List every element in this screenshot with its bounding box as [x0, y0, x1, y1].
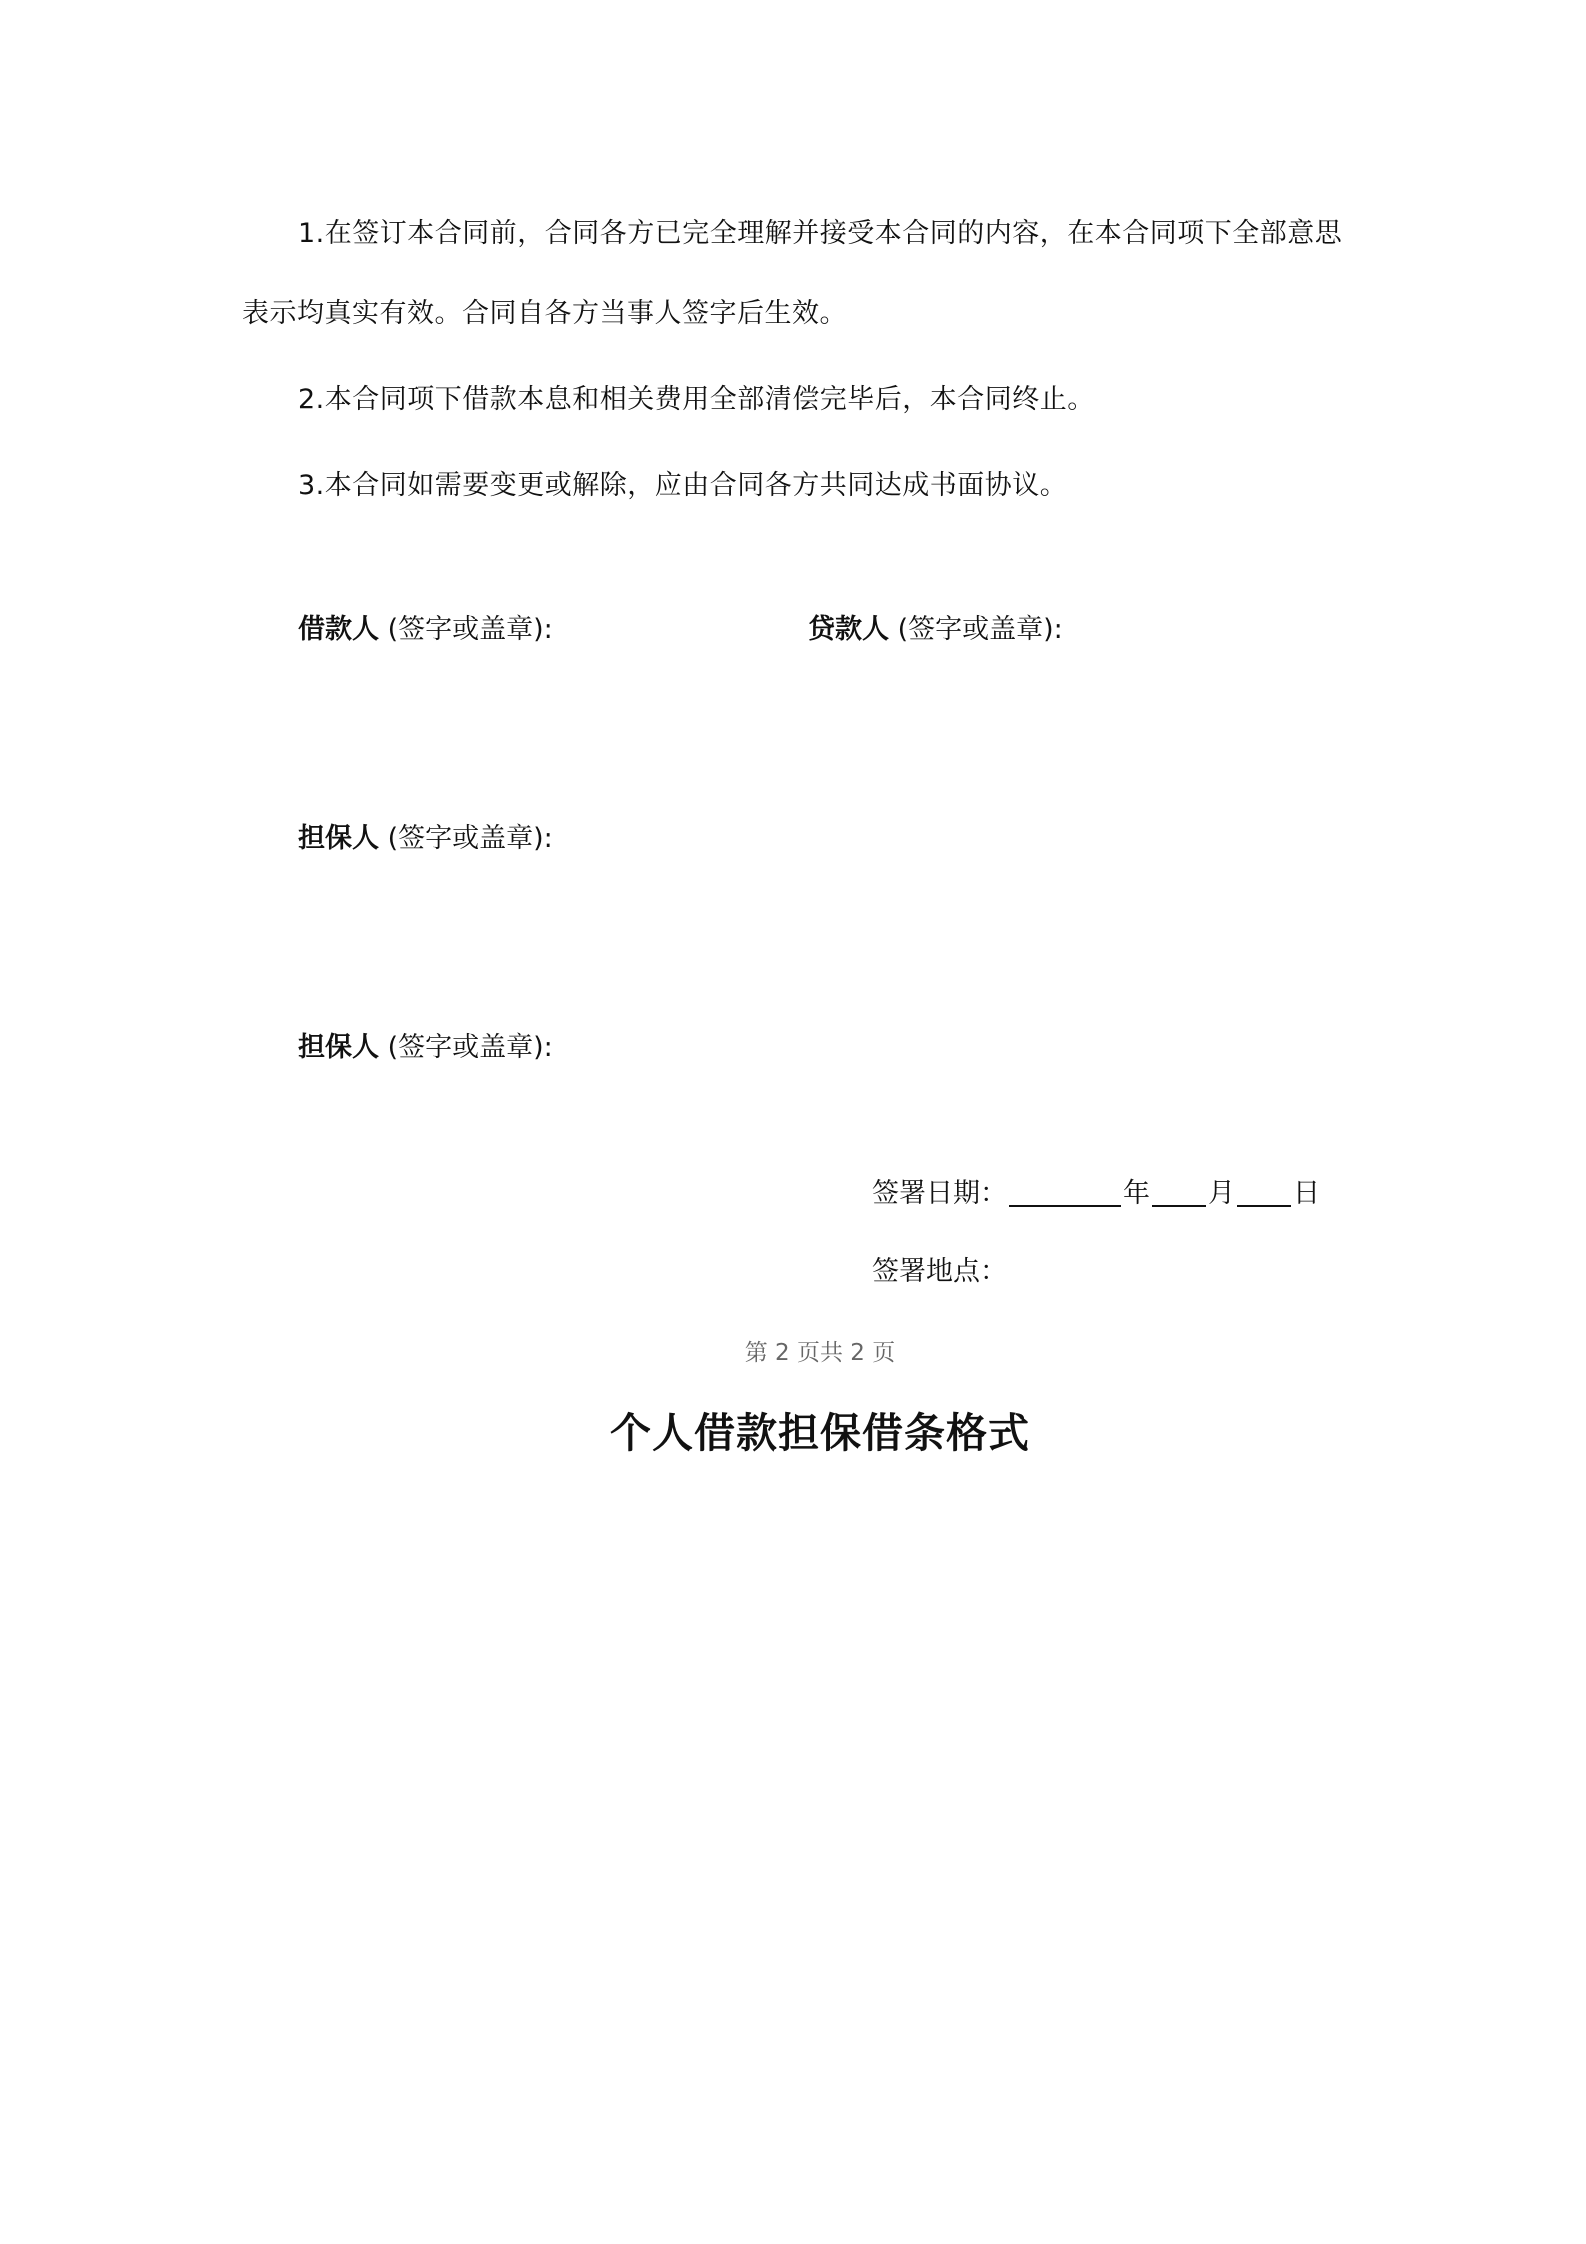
- guarantor-1-sign-note: (签字或盖章):: [379, 823, 553, 854]
- guarantor-1-signature-line: [298, 825, 553, 852]
- clause-3: 3.本合同如需要变更或解除，应由合同各方共同达成书面协议。: [298, 470, 1068, 501]
- lender-sign-note: (签字或盖章):: [889, 614, 1063, 645]
- day-blank[interactable]: [1237, 1175, 1291, 1207]
- page-number: 第 2 页共 2 页: [744, 1340, 896, 1366]
- day-label: 日: [1293, 1178, 1320, 1209]
- signing-place-label: 签署地点：: [872, 1256, 1007, 1287]
- guarantor-2-label: 担保人: [298, 1032, 379, 1063]
- guarantor-2-sign-note: (签字或盖章):: [379, 1032, 553, 1063]
- month-blank[interactable]: [1152, 1175, 1206, 1207]
- clause-2: 2.本合同项下借款本息和相关费用全部清偿完毕后，本合同终止。: [298, 384, 1095, 415]
- signing-date-label: 签署日期：: [872, 1178, 1007, 1209]
- guarantor-2-signature-line: [298, 1034, 553, 1061]
- borrower-label: 借款人: [298, 614, 379, 645]
- borrower-sign-note: (签字或盖章):: [379, 614, 553, 645]
- lender-signature-line: [808, 616, 1063, 643]
- month-label: 月: [1208, 1178, 1235, 1209]
- clause-1-line-1: 1.在签订本合同前，合同各方已完全理解并接受本合同的内容，在本合同项下全部意思: [298, 218, 1343, 249]
- next-document-title: 个人借款担保借条格式: [610, 1409, 1030, 1457]
- signing-date-row: [872, 1175, 1320, 1207]
- signing-place-row: [872, 1258, 1007, 1285]
- lender-label: 贷款人: [808, 614, 889, 645]
- borrower-signature-line: [298, 616, 553, 643]
- year-blank[interactable]: [1009, 1175, 1121, 1207]
- year-label: 年: [1123, 1178, 1150, 1209]
- clause-1-line-2: 表示均真实有效。合同自各方当事人签字后生效。: [242, 298, 847, 329]
- guarantor-1-label: 担保人: [298, 823, 379, 854]
